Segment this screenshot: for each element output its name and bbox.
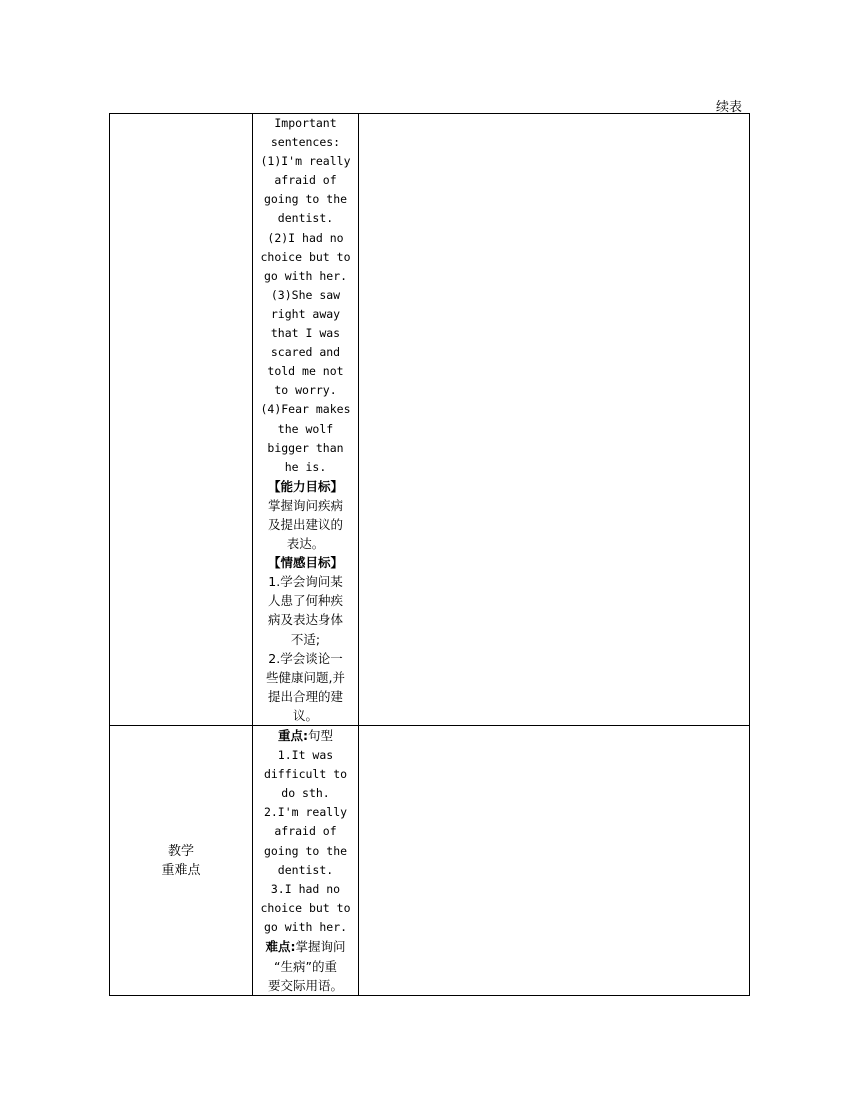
row-label-cell xyxy=(110,114,253,726)
content-line: 1.学会询问某 xyxy=(268,574,343,590)
content-line: to worry. xyxy=(274,383,337,398)
objectives-cell xyxy=(253,114,359,726)
content-line: 【能力目标】 xyxy=(267,478,343,494)
content-line: scared and xyxy=(270,345,341,360)
content-line: 要交际用语。 xyxy=(267,978,343,994)
content-line: that I was xyxy=(270,326,341,341)
content-line: afraid of xyxy=(274,824,337,839)
content-line: sentences: xyxy=(270,135,341,150)
content-line: 不适; xyxy=(290,631,321,647)
content-line: 表达。 xyxy=(286,536,325,552)
content-line: Important xyxy=(274,116,337,130)
content-line: bigger than xyxy=(267,440,344,455)
content-line: 及提出建议的 xyxy=(267,516,343,532)
content-line: do sth. xyxy=(281,786,330,801)
content-line: choice but to xyxy=(260,249,351,264)
content-line: 【情感目标】 xyxy=(267,555,343,571)
content-line: told me not xyxy=(267,364,344,379)
continued-table-label: 续表 xyxy=(716,100,743,115)
content-line: difficult to xyxy=(263,767,348,782)
content-line: 人患了何种疾 xyxy=(267,593,343,609)
content-line: go with her. xyxy=(263,268,348,283)
content-line: going to the xyxy=(263,192,348,207)
key-points-cell xyxy=(253,726,359,996)
row-label-line: 教学 xyxy=(167,843,194,859)
content-line: he is. xyxy=(284,459,327,474)
line-text: 句型 xyxy=(307,728,333,743)
content-line: 2.学会谈论一 xyxy=(268,650,343,666)
notes-cell xyxy=(359,726,750,996)
table-row xyxy=(110,726,750,996)
content-line: 些健康问题,并 xyxy=(266,669,345,685)
content-line: the wolf xyxy=(277,421,334,436)
content-line: going to the xyxy=(263,843,348,858)
notes-cell xyxy=(359,114,750,726)
bold-prefix: 难点: xyxy=(265,939,296,955)
content-line: 1.It was xyxy=(277,748,334,763)
row-label-line: 重难点 xyxy=(161,862,201,878)
content-line: afraid of xyxy=(274,173,337,188)
bold-prefix: 重点: xyxy=(277,728,308,743)
content-line: go with her. xyxy=(263,919,348,934)
content-line: dentist. xyxy=(277,211,334,226)
lesson-plan-table xyxy=(109,113,750,996)
content-line: dentist. xyxy=(277,862,334,877)
content-line: 病及表达身体 xyxy=(267,612,343,628)
content-line: choice but to xyxy=(260,900,351,915)
content-line: 议。 xyxy=(292,707,318,723)
line-text: 掌握询问 xyxy=(295,939,346,955)
content-line: 提出合理的建 xyxy=(267,688,343,704)
content-line: “生病”的重 xyxy=(274,959,337,975)
content-line: (2)I had no xyxy=(267,230,344,245)
content-line: 掌握询问疾病 xyxy=(267,497,343,513)
row-label-key-difficult-points xyxy=(110,726,253,996)
content-line: right away xyxy=(270,306,341,321)
content-line: (3)She saw xyxy=(270,287,341,302)
table-row xyxy=(110,114,750,726)
content-line: (1)I'm really xyxy=(260,154,351,169)
content-line: (4)Fear makes xyxy=(260,402,351,417)
content-line: 2.I'm really xyxy=(263,805,348,820)
content-line xyxy=(253,726,358,746)
content-line: 3.I had no xyxy=(270,881,341,896)
content-line xyxy=(253,937,358,957)
